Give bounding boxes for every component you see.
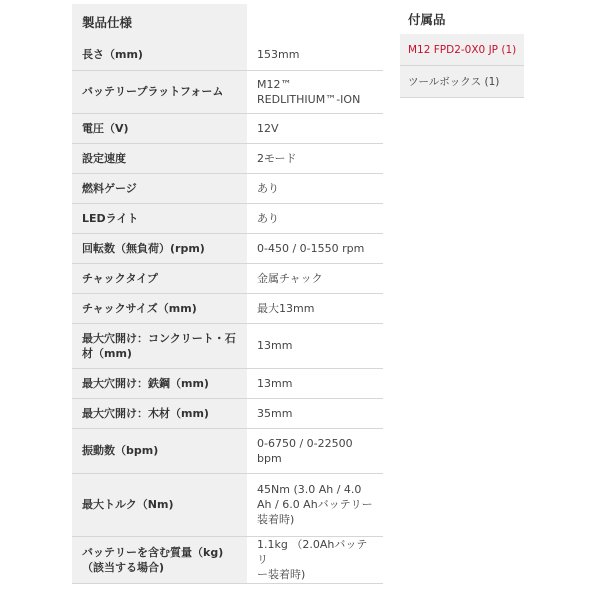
- spec-row: [72, 263, 383, 293]
- spec-row-label: チャックサイズ（mm): [72, 293, 247, 323]
- spec-row-value: 13mm: [247, 368, 383, 398]
- spec-row-value: 金属チャック: [247, 263, 383, 293]
- spec-row-label: 最大トルク（Nm): [72, 473, 247, 536]
- spec-table: [72, 4, 383, 584]
- spec-row-label: 長さ（mm): [72, 40, 247, 70]
- spec-row-value: 153mm: [247, 40, 383, 70]
- spec-row-label: バッテリーを含む質量（kg) （該当する場合): [72, 536, 247, 583]
- accessory-item-toolbox: ツールボックス (1): [400, 66, 524, 98]
- spec-row: [72, 113, 383, 143]
- spec-row-value: あり: [247, 173, 383, 203]
- spec-row-value: 0-6750 / 0-22500 bpm: [247, 428, 383, 473]
- spec-row: [72, 173, 383, 203]
- spec-row-value: 2モード: [247, 143, 383, 173]
- spec-row-label: 最大穴開け：鉄鋼（mm): [72, 368, 247, 398]
- spec-row: [72, 233, 383, 263]
- accessories-header: 付属品: [408, 12, 446, 27]
- spec-table-body: [72, 40, 383, 583]
- spec-row: [72, 368, 383, 398]
- spec-row-label: LEDライト: [72, 203, 247, 233]
- spec-row-value: 13mm: [247, 323, 383, 368]
- spec-row: [72, 40, 383, 70]
- spec-row-value: 最大13mm: [247, 293, 383, 323]
- spec-row-value: 1.1kg （2.0Ahバッテリ ー装着時): [247, 536, 383, 583]
- spec-row-value: 45Nm (3.0 Ah / 4.0 Ah / 6.0 Ahバッテリー 装着時): [247, 473, 383, 536]
- spec-row-label: 燃料ゲージ: [72, 173, 247, 203]
- spec-row: [72, 473, 383, 536]
- spec-row-value: 0-450 / 0-1550 rpm: [247, 233, 383, 263]
- spec-row-label: バッテリープラットフォーム: [72, 70, 247, 113]
- spec-row-label: 回転数（無負荷）(rpm): [72, 233, 247, 263]
- spec-row: [72, 143, 383, 173]
- spec-row: [72, 323, 383, 368]
- spec-table-header-row: [72, 4, 383, 40]
- spec-row-label: 最大穴開け：木材（mm): [72, 398, 247, 428]
- spec-table-header-blank: [247, 4, 383, 40]
- spec-row: [72, 428, 383, 473]
- spec-row: [72, 536, 383, 583]
- spec-row-label: 電圧（V): [72, 113, 247, 143]
- spec-row-label: チャックタイプ: [72, 263, 247, 293]
- accessories-panel: [400, 4, 524, 98]
- spec-row-value: あり: [247, 203, 383, 233]
- spec-row-value: 12V: [247, 113, 383, 143]
- spec-row: [72, 293, 383, 323]
- spec-row: [72, 203, 383, 233]
- spec-row: [72, 70, 383, 113]
- spec-row-value: 35mm: [247, 398, 383, 428]
- spec-row-label: 振動数（bpm): [72, 428, 247, 473]
- spec-row-label: 設定速度: [72, 143, 247, 173]
- spec-row-value: M12™ REDLITHIUM™-ION: [247, 70, 383, 113]
- accessory-item-tool[interactable]: M12 FPD2-0X0 JP (1): [400, 34, 524, 66]
- spec-row: [72, 398, 383, 428]
- spec-table-header: 製品仕様: [72, 4, 247, 40]
- spec-row-label: 最大穴開け：コンクリート・石 材（mm): [72, 323, 247, 368]
